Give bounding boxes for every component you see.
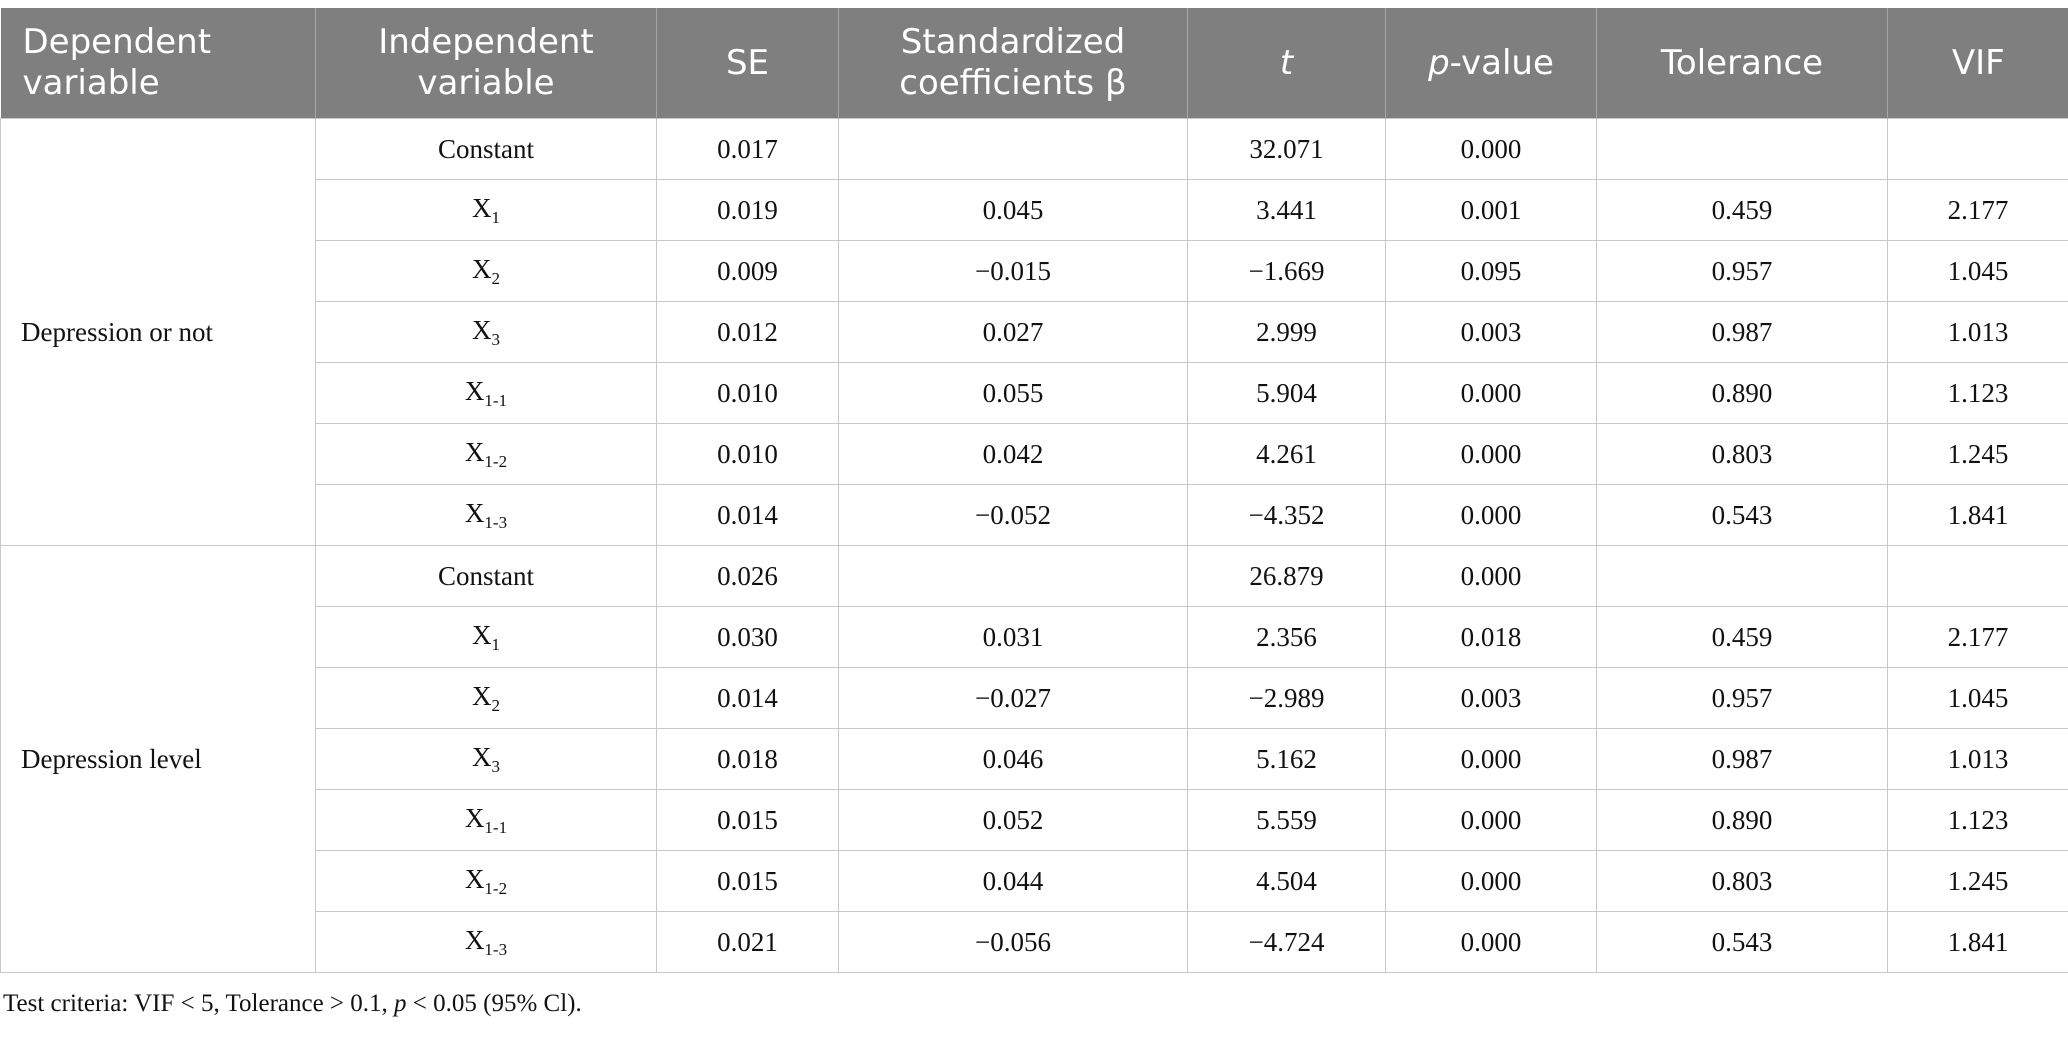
table-body: [1, 119, 2068, 973]
beta-cell: 0.027: [839, 302, 1188, 363]
tolerance-cell: 0.890: [1597, 790, 1888, 851]
beta-cell: −0.027: [839, 668, 1188, 729]
table-row: [1, 546, 2068, 607]
variable-name: Constant: [437, 133, 534, 164]
variable-name: X: [472, 619, 492, 650]
vif-cell: [1888, 119, 2068, 180]
header-vif: VIF: [1888, 8, 2068, 119]
p-value-cell: 0.000: [1386, 912, 1597, 973]
variable-name: X: [464, 436, 485, 467]
header-p-value: [1386, 8, 1597, 119]
variable-name: X: [472, 314, 492, 345]
variable-name: X: [464, 375, 485, 406]
independent-variable-cell: [316, 912, 657, 973]
header-se: SE: [657, 8, 839, 119]
vif-cell: 1.013: [1888, 729, 2068, 790]
variable-name: X: [464, 497, 485, 528]
variable-subscript: 1-2: [484, 451, 508, 471]
vif-cell: [1888, 546, 2068, 607]
independent-variable-cell: [316, 729, 657, 790]
t-cell: 26.879: [1188, 546, 1386, 607]
variable-subscript: 2: [491, 695, 500, 715]
tolerance-cell: 0.803: [1597, 424, 1888, 485]
tolerance-cell: 0.987: [1597, 302, 1888, 363]
t-cell: −4.724: [1188, 912, 1386, 973]
independent-variable-cell: [316, 424, 657, 485]
se-cell: 0.030: [657, 607, 839, 668]
independent-variable-cell: [316, 485, 657, 546]
p-value-cell: 0.000: [1386, 729, 1597, 790]
variable-name: X: [464, 863, 485, 894]
vif-cell: 1.841: [1888, 485, 2068, 546]
table-row: [1, 119, 2068, 180]
vif-cell: 1.245: [1888, 851, 2068, 912]
variable-subscript: 1-2: [484, 878, 508, 898]
beta-cell: 0.045: [839, 180, 1188, 241]
t-cell: 5.559: [1188, 790, 1386, 851]
tolerance-cell: 0.890: [1597, 363, 1888, 424]
dependent-variable-cell: Depression or not: [1, 119, 316, 546]
header-tolerance: Tolerance: [1597, 8, 1888, 119]
dependent-variable-cell: Depression level: [1, 546, 316, 973]
se-cell: 0.026: [657, 546, 839, 607]
variable-name: X: [472, 192, 492, 223]
p-value-cell: 0.000: [1386, 790, 1597, 851]
t-cell: 4.504: [1188, 851, 1386, 912]
tolerance-cell: [1597, 546, 1888, 607]
tolerance-cell: 0.459: [1597, 180, 1888, 241]
tolerance-cell: 0.957: [1597, 668, 1888, 729]
independent-variable-cell: [316, 302, 657, 363]
footnote-prefix: Test criteria: VIF < 5, Tolerance > 0.1,: [3, 990, 395, 1017]
vif-cell: 1.045: [1888, 668, 2068, 729]
p-value-cell: 0.000: [1386, 363, 1597, 424]
variable-subscript: 1: [491, 207, 500, 227]
header-p-rest: -value: [1449, 42, 1554, 83]
beta-cell: −0.015: [839, 241, 1188, 302]
t-cell: 32.071: [1188, 119, 1386, 180]
header-t: [1188, 8, 1386, 119]
footnote: [3, 990, 582, 1018]
beta-cell: 0.042: [839, 424, 1188, 485]
tolerance-cell: 0.803: [1597, 851, 1888, 912]
vif-cell: 2.177: [1888, 180, 2068, 241]
vif-cell: 1.045: [1888, 241, 2068, 302]
regression-table: [0, 8, 2068, 973]
variable-subscript: 3: [491, 756, 500, 776]
header-row: [1, 8, 2068, 119]
se-cell: 0.017: [657, 119, 839, 180]
p-value-cell: 0.003: [1386, 302, 1597, 363]
p-value-cell: 0.003: [1386, 668, 1597, 729]
p-value-cell: 0.000: [1386, 424, 1597, 485]
p-value-cell: 0.000: [1386, 485, 1597, 546]
se-cell: 0.019: [657, 180, 839, 241]
independent-variable-cell: [316, 119, 657, 180]
tolerance-cell: 0.459: [1597, 607, 1888, 668]
se-cell: 0.010: [657, 424, 839, 485]
tolerance-cell: 0.543: [1597, 485, 1888, 546]
variable-name: Constant: [437, 560, 534, 591]
header-standardized-coefficients: Standardized coefficients β: [839, 8, 1188, 119]
variable-subscript: 1-1: [484, 390, 508, 410]
t-cell: 2.356: [1188, 607, 1386, 668]
se-cell: 0.010: [657, 363, 839, 424]
independent-variable-cell: [316, 241, 657, 302]
tolerance-cell: 0.957: [1597, 241, 1888, 302]
beta-cell: 0.031: [839, 607, 1188, 668]
independent-variable-cell: [316, 851, 657, 912]
header-dependent-variable: Dependent variable: [1, 8, 316, 119]
footnote-suffix: < 0.05 (95% Cl).: [406, 990, 582, 1017]
p-value-cell: 0.095: [1386, 241, 1597, 302]
header-p-italic: p: [1428, 42, 1450, 83]
independent-variable-cell: [316, 180, 657, 241]
header-independent-variable: Independent variable: [316, 8, 657, 119]
variable-name: X: [472, 680, 492, 711]
variable-subscript: 2: [491, 268, 500, 288]
beta-cell: [839, 546, 1188, 607]
variable-name: X: [472, 253, 492, 284]
p-value-cell: 0.018: [1386, 607, 1597, 668]
beta-cell: 0.052: [839, 790, 1188, 851]
t-cell: −4.352: [1188, 485, 1386, 546]
variable-name: X: [464, 924, 485, 955]
beta-cell: 0.044: [839, 851, 1188, 912]
se-cell: 0.021: [657, 912, 839, 973]
t-cell: −2.989: [1188, 668, 1386, 729]
p-value-cell: 0.000: [1386, 851, 1597, 912]
header-t-label: t: [1279, 42, 1294, 83]
t-cell: 4.261: [1188, 424, 1386, 485]
vif-cell: 1.245: [1888, 424, 2068, 485]
se-cell: 0.015: [657, 790, 839, 851]
footnote-p: p: [394, 990, 407, 1017]
variable-subscript: 1: [491, 634, 500, 654]
beta-cell: 0.046: [839, 729, 1188, 790]
tolerance-cell: [1597, 119, 1888, 180]
se-cell: 0.018: [657, 729, 839, 790]
p-value-cell: 0.000: [1386, 546, 1597, 607]
variable-subscript: 1-3: [484, 939, 508, 959]
vif-cell: 1.123: [1888, 790, 2068, 851]
se-cell: 0.009: [657, 241, 839, 302]
beta-cell: 0.055: [839, 363, 1188, 424]
t-cell: 3.441: [1188, 180, 1386, 241]
independent-variable-cell: [316, 363, 657, 424]
se-cell: 0.014: [657, 485, 839, 546]
p-value-cell: 0.001: [1386, 180, 1597, 241]
t-cell: 5.904: [1188, 363, 1386, 424]
independent-variable-cell: [316, 790, 657, 851]
se-cell: 0.015: [657, 851, 839, 912]
t-cell: 5.162: [1188, 729, 1386, 790]
vif-cell: 1.841: [1888, 912, 2068, 973]
variable-subscript: 1-1: [484, 817, 508, 837]
beta-cell: −0.052: [839, 485, 1188, 546]
independent-variable-cell: [316, 546, 657, 607]
variable-name: X: [464, 802, 485, 833]
vif-cell: 1.013: [1888, 302, 2068, 363]
se-cell: 0.014: [657, 668, 839, 729]
variable-name: X: [472, 741, 492, 772]
p-value-cell: 0.000: [1386, 119, 1597, 180]
beta-cell: [839, 119, 1188, 180]
t-cell: −1.669: [1188, 241, 1386, 302]
independent-variable-cell: [316, 607, 657, 668]
independent-variable-cell: [316, 668, 657, 729]
vif-cell: 2.177: [1888, 607, 2068, 668]
variable-subscript: 3: [491, 329, 500, 349]
t-cell: 2.999: [1188, 302, 1386, 363]
tolerance-cell: 0.987: [1597, 729, 1888, 790]
beta-cell: −0.056: [839, 912, 1188, 973]
se-cell: 0.012: [657, 302, 839, 363]
vif-cell: 1.123: [1888, 363, 2068, 424]
variable-subscript: 1-3: [484, 512, 508, 532]
tolerance-cell: 0.543: [1597, 912, 1888, 973]
